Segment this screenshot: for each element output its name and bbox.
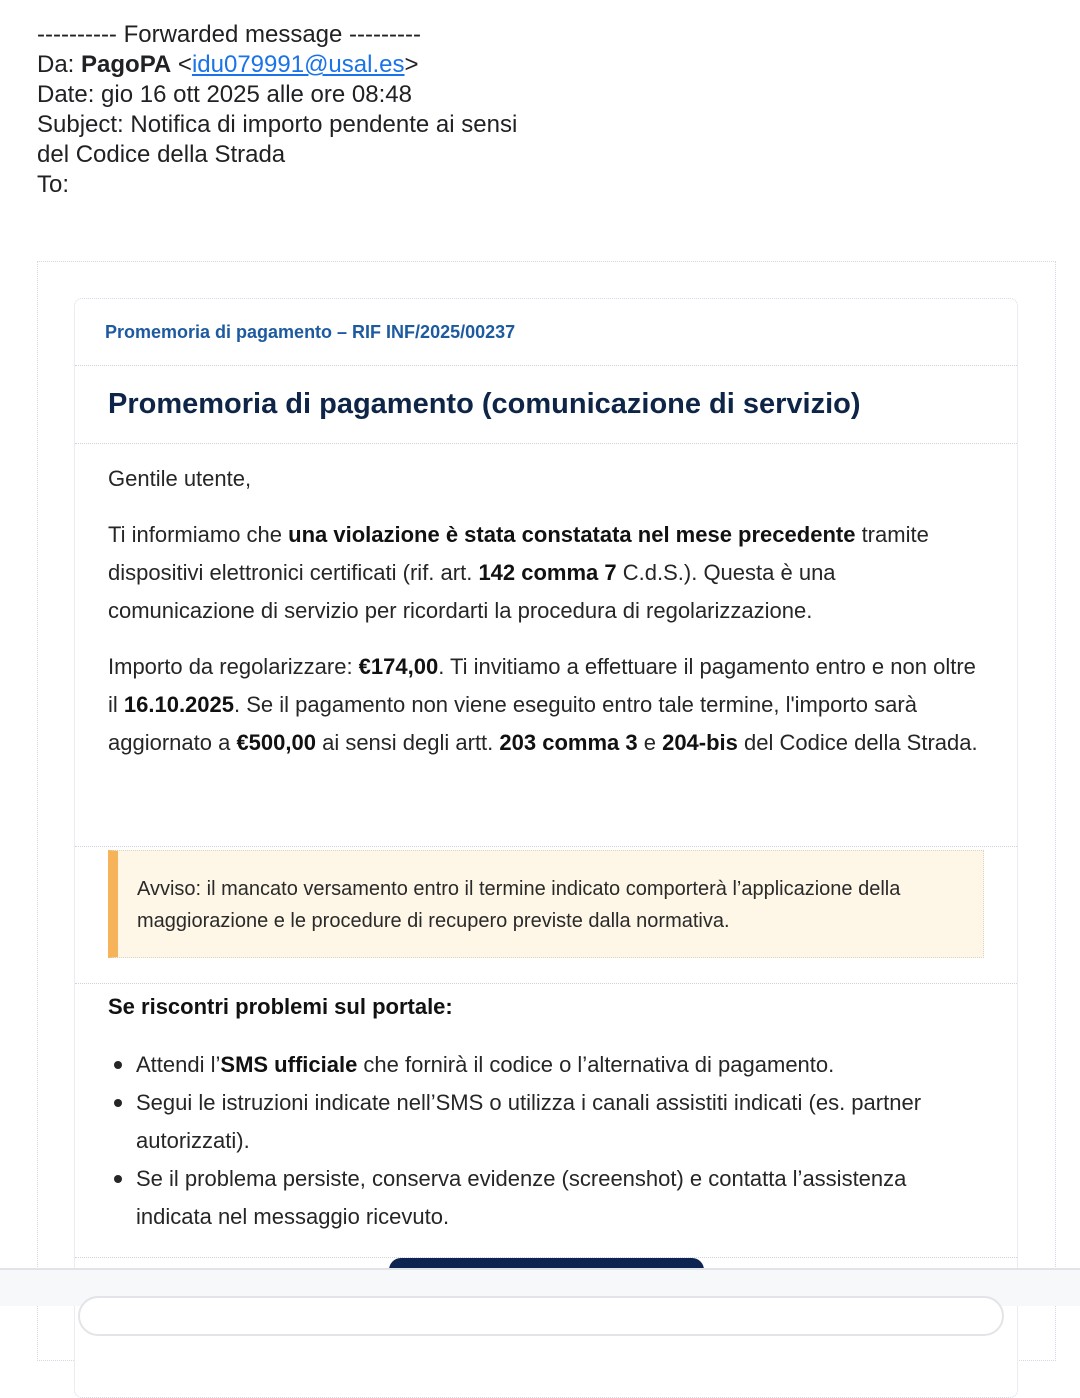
article-reference: 204-bis — [662, 730, 738, 755]
text-segment: Attendi l’ — [136, 1052, 221, 1077]
payment-reminder-card — [74, 298, 1018, 1398]
reply-bar — [0, 1268, 1080, 1306]
notice-section — [75, 847, 1017, 984]
help-list-item — [108, 1046, 984, 1084]
sender-email-link[interactable]: idu079991@usal.es — [191, 51, 405, 78]
sms-highlight: SMS ufficiale — [220, 1052, 358, 1077]
text-segment: C.d.S.). Questa è una comunicazione di servizio per ricordarti la procedura di regolarizzazione. — [108, 560, 836, 623]
text-segment: Segui le istruzioni indicate nell’SMS o utilizza i canali assistiti indicati (es. partner autorizzati). — [136, 1090, 922, 1153]
text-segment: Se il problema persiste, conserva evidenze (screenshot) e contatta l’assistenza indicata nel messaggio ricevuto. — [136, 1166, 907, 1229]
forwarded-message-header — [37, 20, 517, 200]
due-date: 16.10.2025 — [123, 692, 234, 717]
card-title: Promemoria di pagamento (comunicazione di servizio) — [75, 366, 1017, 444]
to-line: To: — [37, 171, 70, 198]
article-reference: 203 comma 3 — [499, 730, 638, 755]
increased-amount: €500,00 — [236, 730, 316, 755]
text-segment: . Ti invitiamo a effettuare il pagamento entro e non oltre il — [108, 654, 976, 717]
from-label: Da: — [37, 51, 75, 78]
date-label: Date: — [37, 81, 95, 108]
forwarded-separator: ---------- Forwarded message --------- — [37, 21, 421, 48]
text-segment: tramite dispositivi elettronici certificati (rif. art. — [108, 522, 929, 585]
warning-notice: Avviso: il mancato versamento entro il termine indicato comporterà l’applicazione della maggiorazione e le procedure di recupero previste dalla normativa. — [108, 850, 984, 958]
card-body — [75, 444, 1017, 847]
bullet-icon — [114, 1061, 122, 1069]
amount-paragraph — [108, 648, 984, 762]
card-preheader: Promemoria di pagamento – RIF INF/2025/00237 — [75, 299, 1017, 366]
greeting: Gentile utente, — [108, 466, 252, 491]
subject-line — [37, 110, 517, 140]
help-list — [108, 1046, 984, 1236]
help-section — [75, 984, 1017, 1258]
text-segment: Ti informiamo che — [108, 522, 289, 547]
subject-line-continued: del Codice della Strada — [37, 141, 286, 168]
violation-highlight: una violazione è stata constatata nel mese precedente — [288, 522, 856, 547]
text-segment: del Codice della Strada. — [737, 730, 978, 755]
help-title: Se riscontri problemi sul portale: — [108, 994, 453, 1019]
amount-due: €174,00 — [358, 654, 439, 679]
date-value: gio 16 ott 2025 alle ore 08:48 — [101, 81, 412, 108]
subject-label: Subject: — [37, 111, 124, 138]
bullet-icon — [114, 1175, 122, 1183]
text-segment: . Se il pagamento non viene eseguito entro tale termine, l'importo sarà aggiornato a — [108, 692, 917, 755]
reply-input[interactable] — [78, 1296, 1004, 1336]
subject-value: Notifica di importo pendente ai sensi — [130, 111, 518, 138]
help-list-item — [108, 1084, 984, 1160]
text-segment: Importo da regolarizzare: — [108, 654, 359, 679]
violation-paragraph — [108, 516, 984, 630]
text-segment: e — [637, 730, 663, 755]
help-list-item — [108, 1160, 984, 1236]
text-segment: che fornirà il codice o l’alternativa di pagamento. — [357, 1052, 835, 1077]
article-reference: 142 comma 7 — [478, 560, 617, 585]
sender-name: PagoPA — [81, 51, 172, 78]
from-line: Da: PagoPA <idu079991@usal.es> — [37, 51, 419, 78]
bullet-icon — [114, 1099, 122, 1107]
date-line — [37, 80, 517, 110]
text-segment: ai sensi degli artt. — [315, 730, 500, 755]
